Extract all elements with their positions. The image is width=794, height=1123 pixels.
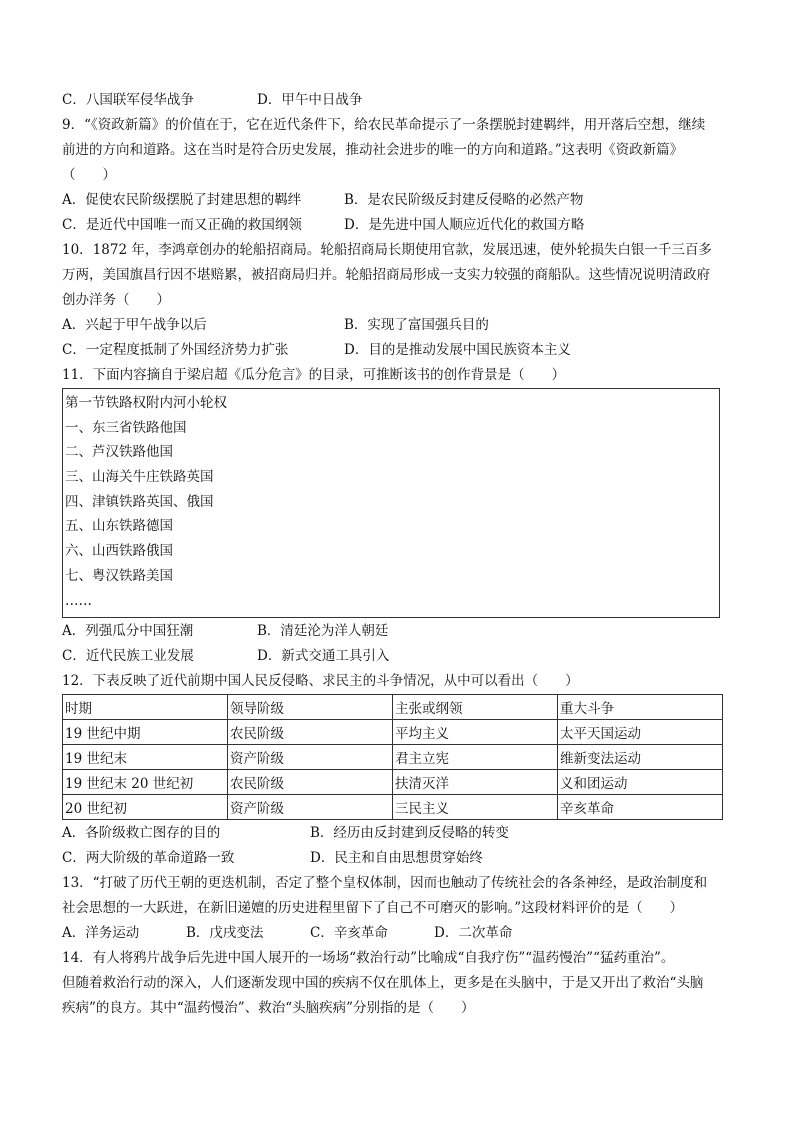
table-header-cell: 时期: [63, 695, 228, 720]
q9-stem-line3: （ ）: [62, 167, 116, 183]
q9-option-a[interactable]: A．促使农民阶级摆脱了封建思想的羁绊: [62, 192, 302, 208]
table-row: [63, 745, 723, 770]
q9-option-d[interactable]: D．是先进中国人顺应近代化的救国方略: [344, 217, 585, 233]
q11-box-line: ……: [65, 592, 92, 609]
q12-option-d[interactable]: D．民主和自由思想贯穿始终: [310, 850, 483, 867]
q10-option-a[interactable]: A．兴起于甲午战争以后: [62, 317, 207, 333]
q8-options-cd: [62, 88, 724, 113]
table-row: [63, 770, 723, 795]
table-header-cell: 领导阶级: [228, 695, 393, 720]
table-cell: 太平天国运动: [558, 720, 723, 745]
table-cell: 平均主义: [393, 720, 558, 745]
q10-option-d[interactable]: D．目的是推动发展中国民族资本主义: [344, 342, 571, 358]
q11-box-line: 七、粤汉铁路美国: [65, 567, 173, 584]
q11-box-line: 第一节铁路权附内河小轮权: [65, 395, 227, 411]
q11-box-line: 三、山海关牛庄铁路英国: [65, 469, 214, 486]
q11-box-line: 二、芦汉铁路他国: [65, 444, 173, 461]
q10-options-ab: [62, 313, 724, 338]
table-header-row: [63, 695, 723, 720]
q13-option-b[interactable]: B．戊戌变法: [186, 925, 264, 942]
exam-page: [62, 88, 724, 1021]
q9-option-b[interactable]: B．是农民阶级反封建反侵略的必然产物: [344, 192, 584, 208]
q13-options: [62, 921, 724, 946]
table-cell: 资产阶级: [228, 745, 393, 770]
table-cell: 20 世纪初: [63, 795, 228, 820]
q11-option-c[interactable]: C．近代民族工业发展: [62, 648, 194, 665]
q12-options-ab: [62, 821, 724, 846]
table-cell: 农民阶级: [228, 720, 393, 745]
q12-stem-line1: 12．下表反映了近代前期中国人民反侵略、求民主的斗争情况，从中可以看出（ ）: [62, 673, 579, 690]
q9-stem-line1: 9．“《资政新篇》的价值在于，它在近代条件下，给农民革命提示了一条摆脱封建羁绊，用开落后空想，继续: [62, 117, 706, 133]
table-row: [63, 795, 723, 820]
q14-stem-line3: 疾病”的良方。其中“温药慢治”、救治“头脑疾病”分别指的是（ ）: [62, 1000, 475, 1017]
q12-option-b[interactable]: B．经历由反封建到反侵略的转变: [310, 825, 509, 842]
q10-stem-line1: 10．1872 年，李鸿章创办的轮船招商局。轮船招商局长期使用官款，发展迅速，使外轮损失白银一千三百多: [62, 242, 712, 258]
q11-option-a[interactable]: A．列强瓜分中国狂潮: [62, 623, 194, 640]
table-cell: 农民阶级: [228, 770, 393, 795]
q14-stem-line2: 但随着救治行动的深入，人们逐渐发现中国的疾病不仅在肌体上，更多是在头脑中，于是又开出了救治“头脑: [62, 975, 704, 992]
table-cell: 资产阶级: [228, 795, 393, 820]
q9-stem-line2: 前进的方向和道路。这在当时是符合历史发展，推动社会进步的唯一的方向和道路。”这表明《资政新篇》: [62, 142, 684, 158]
q11-box-line: 一、东三省铁路他国: [65, 419, 187, 436]
q9-options-cd: [62, 213, 724, 238]
table-cell: 19 世纪末 20 世纪初: [63, 770, 228, 795]
q12-options-cd: [62, 846, 724, 871]
q13-option-a[interactable]: A．洋务运动: [62, 925, 140, 942]
table-cell: 三民主义: [393, 795, 558, 820]
table-cell: 19 世纪末: [63, 745, 228, 770]
q8-option-d[interactable]: D．甲午中日战争: [257, 92, 363, 108]
table-cell: 义和团运动: [558, 770, 723, 795]
q11-option-b[interactable]: B．清廷沦为洋人朝廷: [257, 623, 389, 640]
q8-option-c[interactable]: C．八国联军侵华战争: [62, 92, 194, 108]
q11-options-cd: [62, 644, 724, 669]
table-row: [63, 720, 723, 745]
table-header-cell: 重大斗争: [558, 695, 723, 720]
q12-option-a[interactable]: A．各阶级救亡图存的目的: [62, 825, 221, 842]
q13-stem-line2: 社会思想的一大跃进，在新旧递嬗的历史进程里留下了自己不可磨灭的影响。”这段材料评价的是（ ）: [62, 900, 684, 917]
q10-stem-line2: 万两，美国旗昌行因不堪赔累，被招商局归并。轮船招商局形成一支实力较强的商船队。这些情况说明清政府: [62, 267, 710, 283]
q13-option-c[interactable]: C．辛亥革命: [310, 925, 388, 942]
q10-options-cd: [62, 338, 724, 363]
table-cell: 君主立宪: [393, 745, 558, 770]
q12-option-c[interactable]: C．两大阶级的革命道路一致: [62, 850, 235, 867]
q10-option-c[interactable]: C．一定程度抵制了外国经济势力扩张: [62, 342, 289, 358]
q11-option-d[interactable]: D．新式交通工具引入: [257, 648, 390, 665]
q11-box-line: 五、山东铁路德国: [65, 518, 173, 535]
table-cell: 辛亥革命: [558, 795, 723, 820]
table-cell: 扶清灭洋: [393, 770, 558, 795]
q13-option-d[interactable]: D．二次革命: [434, 925, 513, 942]
q9-option-c[interactable]: C．是近代中国唯一而又正确的救国纲领: [62, 217, 302, 233]
q11-options-ab: [62, 619, 724, 644]
table-cell: 维新变法运动: [558, 745, 723, 770]
q11-stem-line1: 11．下面内容摘自于梁启超《瓜分危言》的目录，可推断该书的创作背景是（ ）: [62, 367, 566, 383]
q10-option-b[interactable]: B．实现了富国强兵目的: [344, 317, 489, 333]
q13-stem-line1: 13．“打破了历代王朝的更迭机制，否定了整个皇权体制，因而也触动了传统社会的各条神经，是政治制度和: [62, 875, 708, 892]
q11-box-line: 六、山西铁路俄国: [65, 543, 173, 560]
q12-history-table: [62, 694, 723, 820]
q14-stem-line1: 14．有人将鸦片战争后先进中国人展开的一场场“救治行动”比喻成“自我疗伤”“温药慢治”“猛药重治”。: [62, 950, 675, 967]
q11-excerpt-box: [62, 388, 720, 618]
q10-stem-line3: 创办洋务（ ）: [62, 292, 170, 308]
q9-options-ab: [62, 188, 724, 213]
table-header-cell: 主张或纲领: [393, 695, 558, 720]
table-cell: 19 世纪中期: [63, 720, 228, 745]
q11-box-line: 四、津镇铁路英国、俄国: [65, 493, 214, 510]
